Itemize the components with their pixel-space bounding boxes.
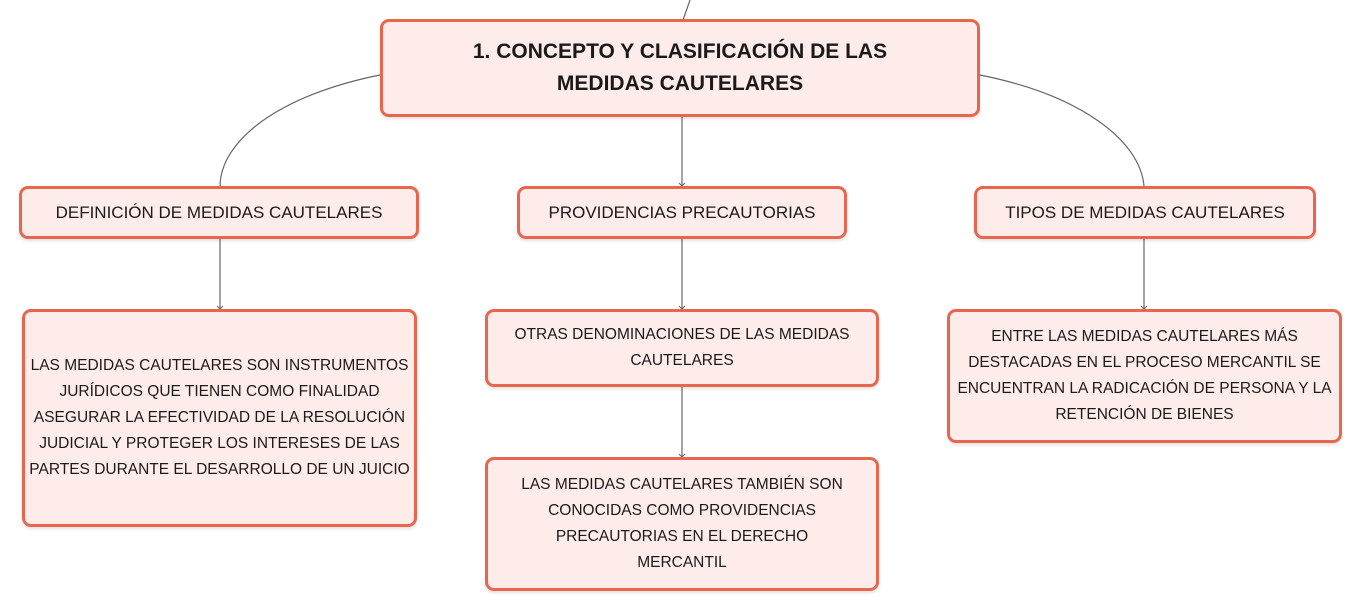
branch-node-label: DEFINICIÓN DE MEDIDAS CAUTELARES: [55, 202, 383, 222]
connector-root-tipos: [980, 75, 1144, 186]
leaf-node-otras-denominaciones[interactable]: [485, 309, 879, 387]
leaf-node-conocidas-como[interactable]: [485, 457, 879, 591]
root-node[interactable]: [380, 19, 980, 117]
branch-node-definicion[interactable]: [19, 186, 419, 239]
connector-root-definicion: [220, 75, 380, 187]
parent-connector: [683, 0, 690, 20]
leaf-node-text: LAS MEDIDAS CAUTELARES SON INSTRUMENTOS JURÍDICOS QUE TIENEN COMO FINALIDAD ASEGURAR LA EFECTIVIDAD DE LA RESOLUCIÓN JUDICIAL Y PROTEGER LOS INTERESES DE LAS PARTES DURANTE EL DESARROLLO DE UN JUICIO: [29, 357, 410, 478]
leaf-node-tipos[interactable]: [947, 309, 1342, 443]
branch-node-label: TIPOS DE MEDIDAS CAUTELARES: [1005, 202, 1285, 222]
leaf-node-text: LAS MEDIDAS CAUTELARES TAMBIÉN SON CONOCIDAS COMO PROVIDENCIAS PRECAUTORIAS EN EL DERECHO MERCANTIL: [521, 476, 843, 571]
leaf-node-text: OTRAS DENOMINACIONES DE LAS MEDIDAS CAUTELARES: [514, 326, 850, 369]
leaf-node-text: ENTRE LAS MEDIDAS CAUTELARES MÁS DESTACADAS EN EL PROCESO MERCANTIL SE ENCUENTRAN LA RADICACIÓN DE PERSONA Y LA RETENCIÓN DE BIENES: [957, 328, 1332, 423]
branch-node-tipos[interactable]: [974, 186, 1316, 239]
branch-node-providencias[interactable]: [517, 186, 847, 239]
branch-node-label: PROVIDENCIAS PRECAUTORIAS: [548, 202, 816, 222]
leaf-node-definicion[interactable]: [22, 309, 417, 527]
root-node-label: 1. CONCEPTO Y CLASIFICACIÓN DE LAS MEDIDAS CAUTELARES: [472, 40, 888, 95]
